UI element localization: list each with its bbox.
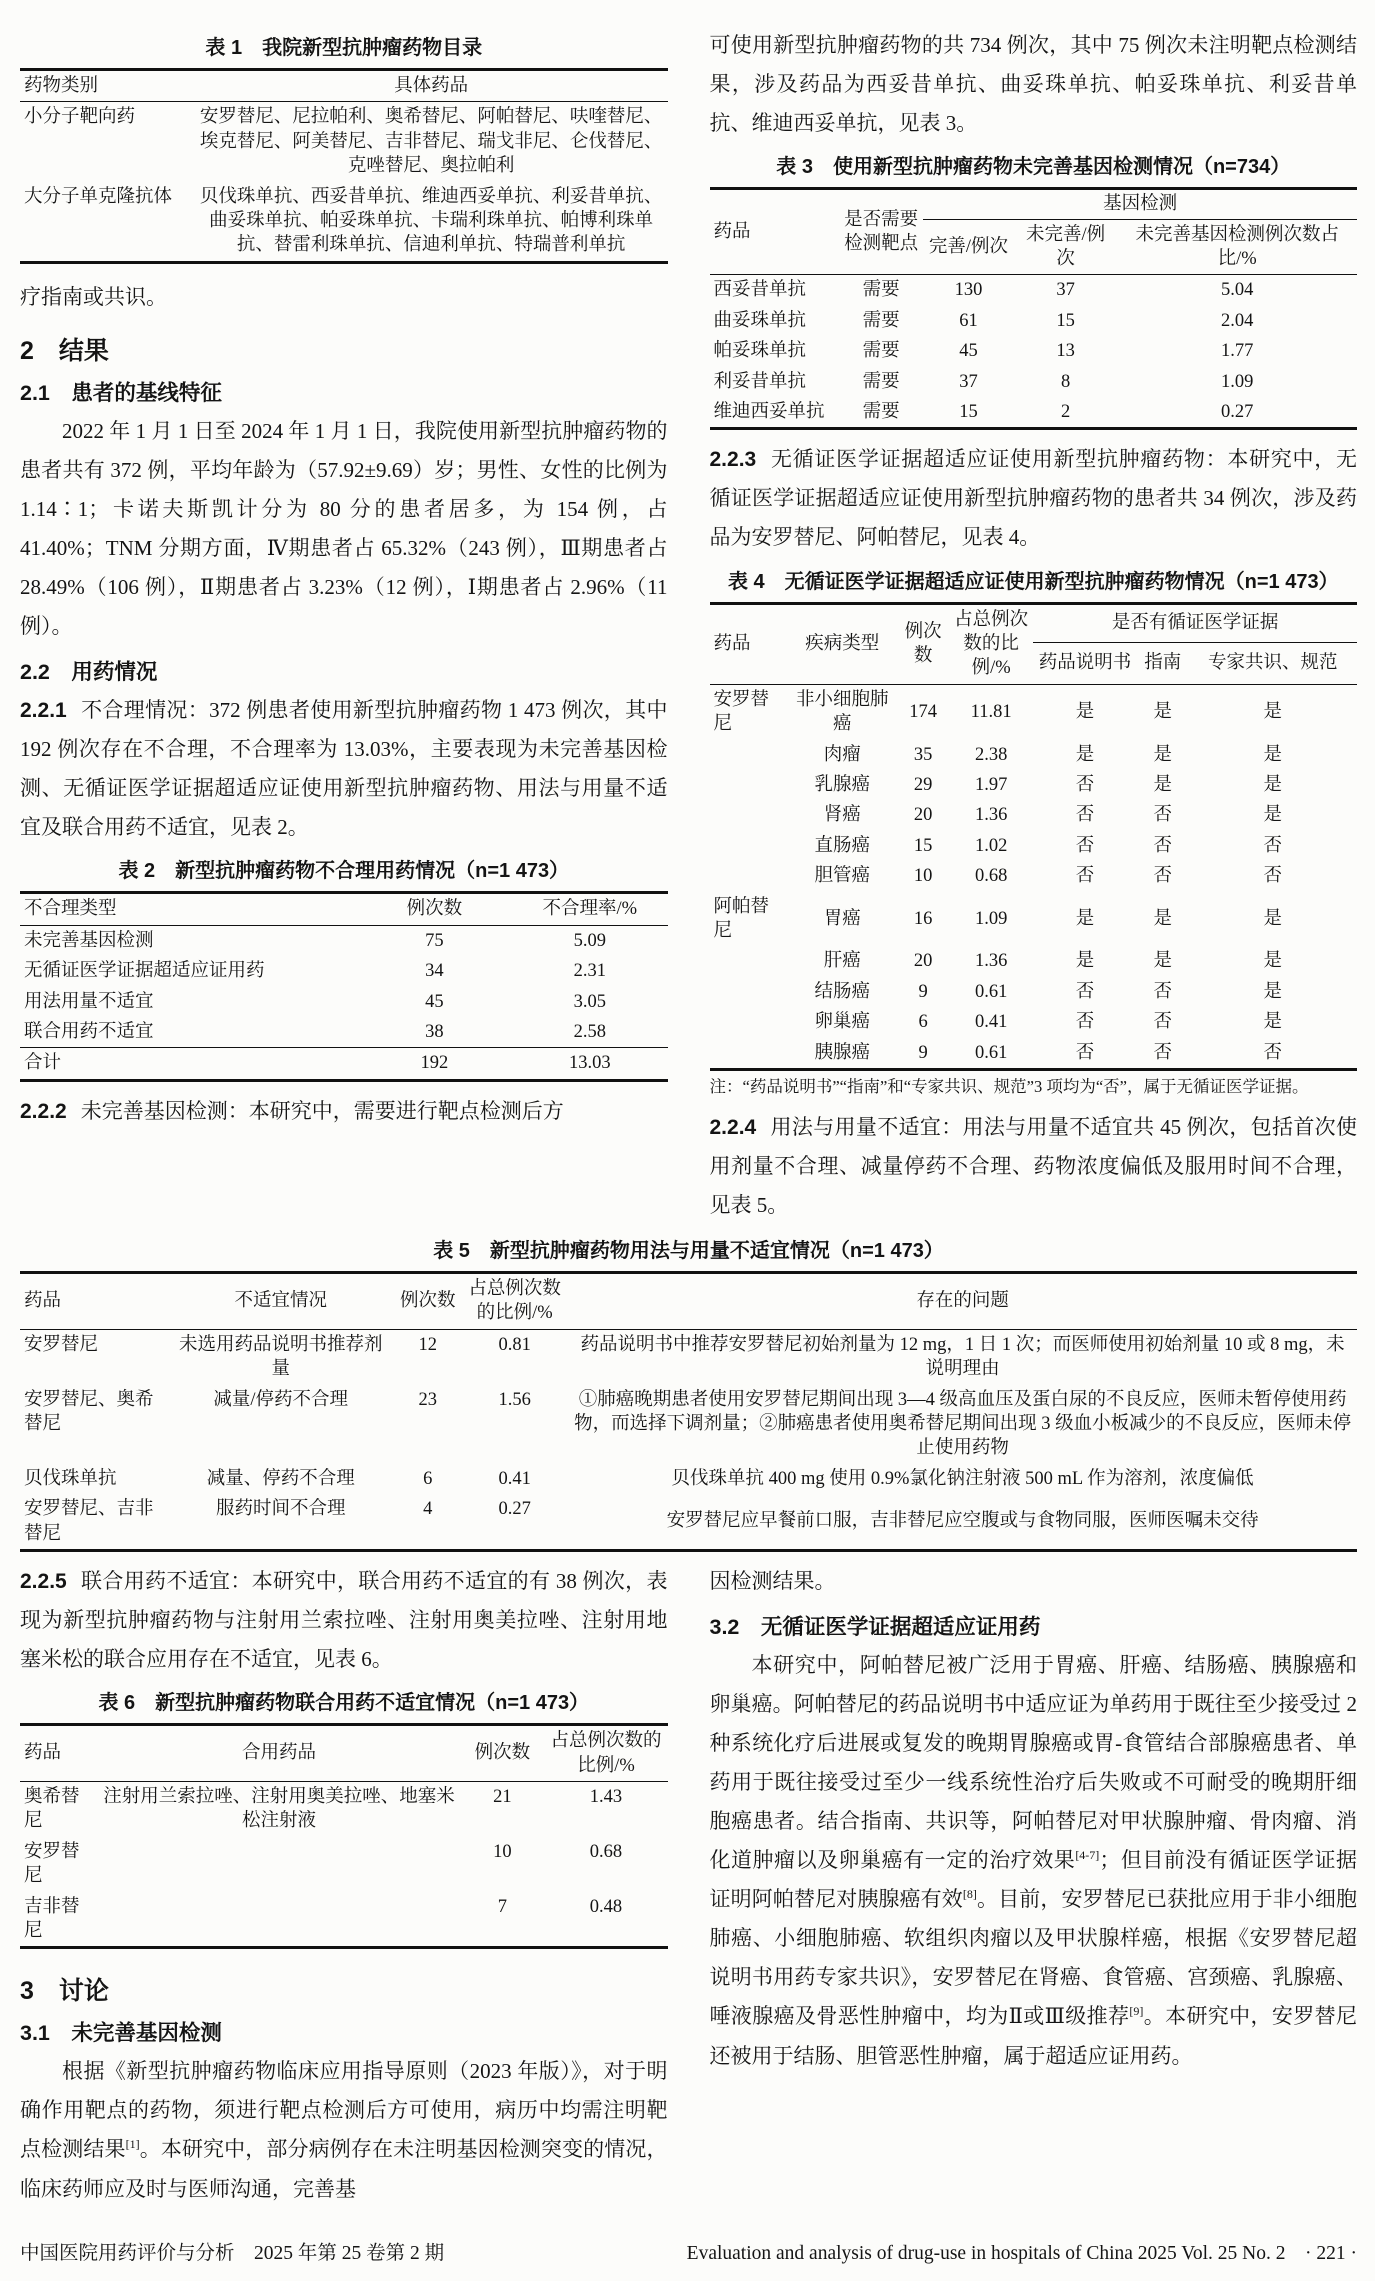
column-header: 指南 — [1144, 653, 1182, 674]
table-row — [20, 925, 668, 956]
heading-discussion: 3 讨论 — [20, 1977, 109, 2006]
situation-cell: 减量/停药不合理 — [213, 1389, 349, 1410]
consensus-cell: 是 — [1263, 1012, 1283, 1033]
table-row — [710, 336, 1358, 366]
drug-cell — [710, 770, 788, 800]
disease-cell: 胃癌 — [823, 908, 861, 929]
ratio-cell: 1.43 — [589, 1786, 623, 1807]
table3-gene-testing — [710, 187, 1358, 430]
table-row — [710, 977, 1358, 1007]
table2-caption: 表 2 新型抗肿瘤药物不合理用药情况（n=1 473） — [118, 860, 570, 883]
table4-note: 注：“药品说明书”“指南”和“专家共识、规范”3 项均为“否”，属于无循证医学证据。 — [709, 1077, 1309, 1097]
continuation-line: 疗指南或共识。 — [20, 284, 167, 309]
disease-cell: 肉瘤 — [823, 744, 861, 765]
paragraph-2-2-4 — [710, 1108, 1358, 1225]
manual-cell: 否 — [1075, 835, 1095, 856]
type-cell: 无循证医学证据超适应证用药 — [24, 961, 265, 982]
column-header: 存在的问题 — [916, 1291, 1009, 1312]
table-row — [710, 800, 1358, 830]
drug-cell: 西妥昔单抗 — [713, 280, 807, 301]
count-cell: 10 — [913, 866, 933, 887]
total-ratio: 13.03 — [568, 1053, 611, 1074]
need-cell: 需要 — [862, 341, 900, 362]
right-column-bottom — [710, 1560, 1358, 2078]
paragraph-text: 。本研究中，安罗替尼还被用于结肠、胆管恶性肿瘤，属于超适应证用药。 — [709, 2004, 1357, 2068]
ratio-cell: 11.81 — [970, 701, 1012, 722]
guide-cell: 否 — [1153, 1042, 1172, 1063]
count-cell: 20 — [913, 951, 933, 972]
drug-cell: 安罗替尼、奥希替尼 — [24, 1389, 154, 1434]
type-cell: 用法用量不适宜 — [24, 991, 154, 1012]
column-header: 占总例次数的比例/% — [468, 1278, 561, 1324]
ratio-cell: 1.77 — [1221, 341, 1254, 362]
manual-cell: 否 — [1075, 981, 1095, 1002]
drug-cell: 贝伐珠单抗 — [24, 1468, 117, 1489]
complete-cell: 130 — [954, 280, 983, 301]
ratio-cell: 2.38 — [974, 744, 1008, 765]
ratio-cell: 1.02 — [974, 835, 1008, 856]
column-header: 药品 — [24, 1291, 62, 1312]
consensus-cell: 否 — [1263, 866, 1283, 887]
complete-cell: 61 — [959, 310, 978, 331]
ratio-cell: 0.48 — [589, 1896, 623, 1917]
drug-cell — [710, 946, 788, 976]
drug-cell — [710, 740, 788, 770]
column-header: 不适宜情况 — [234, 1291, 327, 1312]
consensus-cell: 是 — [1263, 701, 1283, 722]
paragraph-text: 本研究中，阿帕替尼被广泛用于胃癌、肝癌、结肠癌、胰腺癌和卵巢癌。阿帕替尼的药品说明书中适应证为单药用于既往至少接受过 2 种系统化疗后进展或复发的晚期胃腺癌或胃-食管结合部腺癌患者、单药用于既往接受过至少一线系统性治疗后失败或不可耐受的晚期肝细胞癌患者。结合指南、共识等，阿帕替尼对甲状腺肿瘤、骨肉瘤、消化道肿瘤以及卵巢癌有一定的治疗效果 — [709, 1653, 1357, 1873]
manual-cell: 是 — [1075, 744, 1095, 765]
disease-cell: 肾癌 — [823, 805, 861, 826]
table-total-row — [20, 1048, 668, 1080]
incomplete-cell: 2 — [1060, 401, 1071, 422]
group-header: 基因检测 — [923, 189, 1357, 219]
count-cell: 6 — [918, 1012, 928, 1033]
manual-cell: 否 — [1075, 866, 1095, 887]
heading-medication: 2.2 用药情况 — [20, 660, 158, 685]
manual-cell: 是 — [1075, 951, 1095, 972]
problem-cell: 贝伐珠单抗 400 mg 使用 0.9%氯化钠注射液 500 mL 作为溶剂，浓度偏低 — [671, 1468, 1254, 1489]
column-header: 例次数 — [406, 899, 463, 920]
table-row — [20, 1329, 1357, 1384]
count-cell: 38 — [425, 1021, 444, 1042]
manual-cell: 否 — [1075, 1042, 1095, 1063]
table-row — [20, 1385, 1357, 1464]
table-header-row — [710, 603, 1358, 643]
guide-cell: 是 — [1153, 744, 1172, 765]
section-number: 2.2.2 — [20, 1099, 67, 1123]
section-number: 2.2.4 — [709, 1115, 757, 1139]
column-header: 具体药品 — [394, 76, 469, 96]
table-row — [710, 306, 1358, 336]
ratio-cell: 0.61 — [974, 1042, 1008, 1063]
ratio-cell: 2.58 — [573, 1021, 606, 1042]
table-row — [710, 1007, 1358, 1037]
table-row — [710, 367, 1358, 397]
manual-cell: 否 — [1075, 774, 1095, 795]
problem-cell: ①肺癌晚期患者使用安罗替尼期间出现 3—4 级高血压及蛋白尿的不良反应，医师未暂停使用药物，而选择下调剂量；②肺癌患者使用奥希替尼期间出现 3 级血小板减少的不良反应，医师未停止使用药物 — [574, 1389, 1352, 1459]
paragraph-text: 。目前，安罗替尼已获批应用于非小细胞肺癌、小细胞肺癌、软组织肉瘤以及甲状腺样癌，根据《安罗替尼超说明书用药专家共识》，安罗替尼在肾癌、食管癌、宫颈癌、乳腺癌、唾液腺癌及骨恶性肿瘤中，均为Ⅱ或Ⅲ级推荐 — [709, 1887, 1358, 2029]
guide-cell: 否 — [1153, 866, 1172, 887]
section-text: 无循证医学证据超适应证使用新型抗肿瘤药物：本研究中，无循证医学证据超适应证使用新型抗肿瘤药物的患者共 34 例次，涉及药品为安罗替尼、阿帕替尼，见表 4。 — [709, 447, 1357, 550]
column-header: 药物类别 — [24, 76, 99, 96]
drug-cell — [710, 1038, 788, 1070]
table-row — [20, 1464, 1357, 1494]
left-column-top — [20, 24, 668, 1133]
manual-cell: 是 — [1075, 701, 1095, 722]
guide-cell: 否 — [1153, 805, 1172, 826]
table5-dosage-problems — [20, 1271, 1357, 1552]
guide-cell: 是 — [1153, 701, 1172, 722]
heading-baseline: 2.1 患者的基线特征 — [20, 380, 222, 405]
table4-off-label-use — [710, 602, 1358, 1072]
table-row — [710, 397, 1358, 429]
drug-cell — [710, 1007, 788, 1037]
section-number: 2.2.3 — [709, 448, 757, 472]
consensus-cell: 否 — [1263, 1042, 1283, 1063]
drug-cell — [710, 800, 788, 830]
problem-cell: 药品说明书中推荐安罗替尼初始剂量为 12 mg，1 日 1 次；而医师使用初始剂量 10 或 8 mg，未说明理由 — [580, 1334, 1345, 1380]
incomplete-cell: 8 — [1060, 371, 1071, 392]
total-count: 192 — [420, 1053, 449, 1074]
footer-journal-en: Evaluation and analysis of drug-use in hospitals of China 2025 Vol. 25 No. 2 · 221 · — [686, 2242, 1357, 2264]
total-label: 合计 — [24, 1053, 62, 1074]
paragraph-3-2 — [710, 1646, 1358, 2076]
count-cell: 6 — [423, 1468, 433, 1489]
disease-cell: 卵巢癌 — [814, 1012, 870, 1033]
disease-cell: 直肠癌 — [814, 835, 870, 856]
complete-cell: 37 — [959, 371, 978, 392]
heading-3-1: 3.1 未完善基因检测 — [20, 2021, 222, 2046]
drug-cell: 安罗替尼 — [24, 1841, 80, 1887]
drug-cell: 吉非替尼 — [24, 1896, 80, 1941]
disease-cell: 胰腺癌 — [814, 1042, 870, 1063]
disease-cell: 胆管癌 — [814, 866, 870, 887]
column-header: 例次数 — [904, 621, 942, 667]
situation-cell: 减量、停药不合理 — [206, 1468, 355, 1489]
problem-cell: 安罗替尼应早餐前口服，吉非替尼应空腹或与食物同服，医师医嘱未交待 — [666, 1511, 1259, 1532]
column-header: 药品 — [24, 1743, 62, 1764]
column-header: 合用药品 — [241, 1743, 316, 1764]
paragraph-baseline: 2022 年 1 月 1 日至 2024 年 1 月 1 日，我院使用新型抗肿瘤药物的患者共有 372 例，平均年龄为（57.92±9.69）岁；男性、女性的比例为 1.14∶1；卡诺夫斯凯计分为 80 分的患者居多，为 154 例，占 41.40%；TNM 分期方面，Ⅳ期患者占 65.32%（243 例），Ⅲ期患者占 28.49%（106 例），Ⅱ期患者占 3.23%（12 例），Ⅰ期患者占 2.96%（11 例）。 — [20, 418, 668, 639]
heading-3-2: 3.2 无循证医学证据超适应证用药 — [709, 1615, 1041, 1640]
paragraph-2-2-1 — [20, 691, 668, 847]
drug-cell: 安罗替尼 — [713, 689, 770, 735]
combo-cell — [98, 1837, 461, 1892]
paragraph-2-2-2 — [20, 1092, 668, 1131]
situation-cell: 服药时间不合理 — [215, 1499, 346, 1520]
drug-cell: 维迪西妥单抗 — [713, 401, 825, 422]
citation-ref: [1] — [125, 2137, 140, 2152]
disease-cell: 结肠癌 — [814, 981, 870, 1002]
table1-caption: 表 1 我院新型抗肿瘤药物目录 — [205, 37, 483, 59]
ratio-cell: 0.68 — [589, 1841, 623, 1862]
left-column-bottom — [20, 1560, 668, 2211]
table2-irrational-use — [20, 891, 668, 1081]
right-column-top — [710, 24, 1358, 1227]
manual-cell: 否 — [1075, 1012, 1095, 1033]
combo-cell — [98, 1892, 461, 1948]
count-cell: 35 — [913, 744, 933, 765]
guide-cell: 是 — [1153, 908, 1172, 929]
drug-cell — [710, 831, 788, 861]
need-cell: 需要 — [862, 280, 900, 301]
table-row — [20, 102, 668, 182]
count-cell: 4 — [423, 1499, 433, 1520]
count-cell: 23 — [418, 1389, 438, 1410]
drug-cell: 安罗替尼 — [24, 1334, 99, 1355]
paragraph-2-2-3 — [710, 440, 1358, 557]
ratio-cell: 1.36 — [974, 951, 1008, 972]
incomplete-cell: 15 — [1056, 310, 1075, 331]
table3-caption: 表 3 使用新型抗肿瘤药物未完善基因检测情况（n=734） — [776, 156, 1291, 179]
complete-cell: 15 — [959, 401, 978, 422]
column-header: 是否需要检测靶点 — [844, 209, 919, 255]
situation-cell: 未选用药品说明书推荐剂量 — [178, 1334, 383, 1380]
drug-category-cell: 小分子靶向药 — [24, 107, 136, 128]
table-row — [20, 1017, 668, 1048]
drug-list-cell: 安罗替尼、尼拉帕利、奥希替尼、阿帕替尼、呋喹替尼、埃克替尼、阿美替尼、吉非替尼、瑞戈非尼、仑伐替尼、克唑替尼、奥拉帕利 — [199, 107, 663, 177]
drug-cell: 利妥昔单抗 — [713, 371, 807, 392]
table-row — [710, 1038, 1358, 1070]
count-cell: 75 — [425, 930, 444, 951]
consensus-cell: 是 — [1263, 805, 1283, 826]
count-cell: 21 — [493, 1786, 512, 1807]
column-header: 药品 — [713, 222, 751, 243]
table-header-row — [20, 1272, 1357, 1329]
disease-cell: 乳腺癌 — [814, 774, 870, 795]
guide-cell: 否 — [1153, 835, 1172, 856]
consensus-cell: 是 — [1263, 774, 1283, 795]
disease-cell: 肝癌 — [823, 951, 861, 972]
paragraph-2-2-5 — [20, 1562, 668, 1679]
drug-cell — [710, 977, 788, 1007]
paragraph-text: 根据《新型抗肿瘤药物临床应用指导原则（2023 年版）》，对于明确作用靶点的药物，须进行靶点检测后方可使用，病历中均需注明靶点检测结果 — [20, 2059, 668, 2162]
consensus-cell: 是 — [1263, 981, 1283, 1002]
table-row — [710, 770, 1358, 800]
count-cell: 10 — [493, 1841, 512, 1862]
footer-journal-cn: 中国医院用药评价与分析 2025 年第 25 卷第 2 期 — [20, 2242, 445, 2264]
incomplete-cell: 13 — [1056, 341, 1075, 362]
table-row — [20, 987, 668, 1017]
ratio-cell: 5.04 — [1221, 280, 1254, 301]
citation-ref: [8] — [962, 1887, 977, 1902]
table-row — [710, 275, 1358, 306]
table-row — [710, 831, 1358, 861]
table-header-row — [710, 189, 1358, 219]
guide-cell: 是 — [1153, 951, 1172, 972]
count-cell: 12 — [418, 1334, 438, 1355]
table4-caption: 表 4 无循证医学证据超适应证使用新型抗肿瘤药物情况（n=1 473） — [727, 570, 1339, 593]
ratio-cell: 1.09 — [974, 908, 1008, 929]
drug-list-cell: 贝伐珠单抗、西妥昔单抗、维迪西妥单抗、利妥昔单抗、曲妥珠单抗、帕妥珠单抗、卡瑞利珠单抗、帕博利珠单抗、替雷利珠单抗、信迪利单抗、特瑞普利单抗 — [199, 186, 663, 256]
need-cell: 需要 — [862, 401, 900, 422]
drug-cell — [710, 861, 788, 891]
table-row — [710, 892, 1358, 947]
need-cell: 需要 — [862, 310, 900, 331]
table-row — [20, 1892, 668, 1948]
consensus-cell: 是 — [1263, 744, 1283, 765]
type-cell: 联合用药不适宜 — [24, 1021, 154, 1042]
incomplete-cell: 37 — [1056, 280, 1075, 301]
drug-category-cell: 大分子单克隆抗体 — [24, 186, 173, 207]
ratio-cell: 3.05 — [573, 991, 606, 1012]
guide-cell: 是 — [1153, 774, 1172, 795]
column-header: 未完善基因检测例次数占比/% — [1135, 224, 1339, 269]
count-cell: 29 — [913, 774, 933, 795]
manual-cell: 是 — [1075, 908, 1095, 929]
column-header: 未完善/例次 — [1026, 224, 1106, 269]
section-text: 不合理情况：372 例患者使用新型抗肿瘤药物 1 473 例次，其中 192 例次存在不合理，不合理率为 13.03%，主要表现为未完善基因检测、无循证医学证据超适应证使用新型抗肿瘤药物、用法与用量不适宜及联合用药不适宜，见表 2。 — [20, 698, 668, 840]
citation-ref: [9] — [1129, 2004, 1144, 2019]
consensus-cell: 否 — [1263, 835, 1283, 856]
ratio-cell: 0.27 — [498, 1499, 531, 1520]
table-row — [20, 1781, 668, 1836]
ratio-cell: 0.61 — [974, 981, 1008, 1002]
heading-results: 2 结果 — [20, 336, 109, 365]
citation-ref: [4-7] — [1075, 1848, 1100, 1863]
table-row — [710, 861, 1358, 891]
column-header: 例次数 — [474, 1743, 531, 1764]
section-number: 2.2.5 — [20, 1569, 67, 1593]
ratio-cell: 1.97 — [974, 774, 1008, 795]
guide-cell: 否 — [1153, 981, 1172, 1002]
top-columns — [20, 24, 1357, 1227]
consensus-cell: 是 — [1263, 951, 1283, 972]
ratio-cell: 0.41 — [974, 1012, 1008, 1033]
column-header: 疾病类型 — [805, 633, 880, 654]
consensus-cell: 是 — [1263, 908, 1283, 929]
count-cell: 34 — [425, 961, 444, 982]
table-row — [20, 1494, 1357, 1550]
ratio-cell: 5.09 — [573, 930, 606, 951]
section-text: 未完善基因检测：本研究中，需要进行靶点检测后方 — [80, 1098, 564, 1123]
column-header: 药品 — [713, 633, 751, 654]
table5-section — [20, 1236, 1357, 1552]
table-row — [710, 946, 1358, 976]
drug-cell: 曲妥珠单抗 — [713, 310, 807, 331]
paragraph-continuation: 因检测结果。 — [709, 1568, 836, 1593]
column-header: 不合理类型 — [24, 899, 117, 920]
count-cell: 16 — [913, 908, 933, 929]
table6-caption: 表 6 新型抗肿瘤药物联合用药不适宜情况（n=1 473） — [98, 1692, 590, 1715]
table-header-row — [20, 1725, 668, 1782]
ratio-cell: 0.68 — [974, 866, 1008, 887]
paragraph-continuation: 可使用新型抗肿瘤药物的共 734 例次，其中 75 例次未注明靶点检测结果，涉及药品为西妥昔单抗、曲妥珠单抗、帕妥珠单抗、利妥昔单抗、维迪西妥单抗，见表 3。 — [709, 33, 1357, 136]
need-cell: 需要 — [862, 371, 900, 392]
ratio-cell: 1.56 — [498, 1389, 531, 1410]
ratio-cell: 2.04 — [1221, 310, 1254, 331]
group-header: 是否有循证医学证据 — [1033, 603, 1357, 643]
column-header: 药品说明书 — [1038, 653, 1132, 674]
table-row — [710, 740, 1358, 770]
drug-cell: 帕妥珠单抗 — [713, 341, 807, 362]
column-header: 专家共识、规范 — [1208, 653, 1338, 674]
column-header: 占总例次数的比例/% — [550, 1731, 662, 1776]
count-cell: 9 — [918, 1042, 928, 1063]
drug-cell: 安罗替尼、吉非替尼 — [24, 1499, 154, 1544]
count-cell: 7 — [497, 1896, 507, 1917]
bottom-columns — [20, 1560, 1357, 2211]
guide-cell: 否 — [1153, 1012, 1172, 1033]
column-header: 完善/例次 — [928, 236, 1009, 257]
drug-cell: 奥希替尼 — [24, 1786, 80, 1832]
table-row — [20, 182, 668, 263]
table-row — [710, 684, 1358, 739]
count-cell: 174 — [909, 701, 938, 722]
disease-cell: 非小细胞肺癌 — [795, 689, 889, 735]
ratio-cell: 0.41 — [498, 1468, 531, 1489]
count-cell: 45 — [425, 991, 444, 1012]
section-text: 联合用药不适宜：本研究中，联合用药不适宜的有 38 例次，表现为新型抗肿瘤药物与注射用兰索拉唑、注射用奥美拉唑、注射用地塞米松的联合应用存在不适宜，见表 6。 — [20, 1568, 668, 1672]
column-header: 不合理率/% — [542, 899, 638, 920]
table-header-row — [20, 70, 668, 102]
paragraph-text: ；但目前没有循证医学证据证明阿帕替尼对胰腺癌有效 — [709, 1848, 1358, 1912]
combo-cell: 注射用兰索拉唑、注射用奥美拉唑、地塞米松注射液 — [103, 1786, 455, 1832]
count-cell: 9 — [918, 981, 928, 1002]
manual-cell: 否 — [1075, 805, 1095, 826]
section-number: 2.2.1 — [20, 699, 67, 723]
table-row — [20, 1837, 668, 1892]
column-header: 例次数 — [400, 1291, 456, 1312]
count-cell: 15 — [913, 835, 933, 856]
table5-caption: 表 5 新型抗肿瘤药物用法与用量不适宜情况（n=1 473） — [433, 1239, 944, 1262]
section-text: 用法与用量不适宜：用法与用量不适宜共 45 例次，包括首次使用剂量不合理、减量停药不合理、药物浓度偏低及服用时间不合理，见表 5。 — [709, 1114, 1357, 1217]
table-header-row — [20, 893, 668, 925]
count-cell: 20 — [913, 805, 933, 826]
paragraph-3-1 — [20, 2052, 668, 2208]
ratio-cell: 1.09 — [1221, 371, 1254, 392]
drug-cell: 阿帕替尼 — [713, 896, 770, 941]
page-footer — [20, 2237, 1357, 2265]
ratio-cell: 1.36 — [974, 805, 1008, 826]
paragraph-text: 。本研究中，部分病例存在未注明基因检测突变的情况，临床药师应及时与医师沟通，完善基 — [20, 2137, 668, 2201]
ratio-cell: 0.81 — [498, 1334, 531, 1355]
ratio-cell: 2.31 — [573, 961, 606, 982]
table-row — [20, 956, 668, 986]
table1-drug-catalog — [20, 68, 668, 264]
ratio-cell: 0.27 — [1221, 401, 1254, 422]
complete-cell: 45 — [959, 341, 978, 362]
table6-combination-problems — [20, 1723, 668, 1949]
type-cell: 未完善基因检测 — [24, 930, 154, 951]
column-header: 占总例次数的比例/% — [954, 609, 1029, 679]
